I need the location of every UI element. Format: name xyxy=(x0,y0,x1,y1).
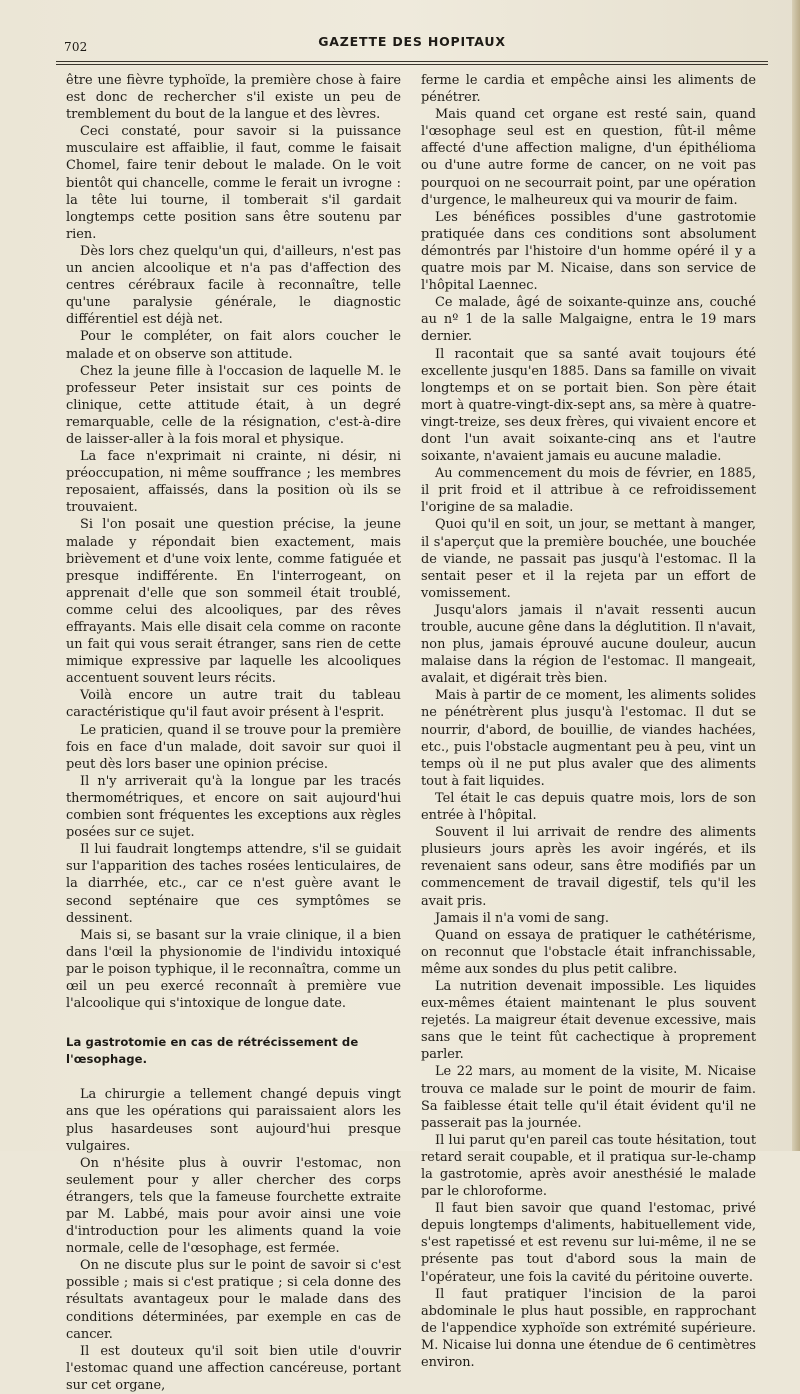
paragraph: La nutrition devenait impossible. Les liquides eux-mêmes étaient maintenant le plus souvent rejetés. La maigreur était devenue excessive, mais sans que le teint fût cachectique à proprement parler. xyxy=(421,978,756,1063)
paragraph: La face n'exprimait ni crainte, ni désir, ni préoccupation, ni même souffrance ; les membres reposaient, affaissés, dans la position où ils se trouvaient. xyxy=(66,449,401,516)
paragraph: Il lui parut qu'en pareil cas toute hésitation, tout retard serait coupable, et il pratiqua sur-le-champ la gastrotomie, après avoir anesthésié le malade par le chloroforme. xyxy=(421,1132,756,1200)
paragraph: Il racontait que sa santé avait toujours été excellente jusqu'en 1885. Dans sa famille on vivait longtemps et on se portait bien. Son père était mort à quatre-vingt-dix-sept ans, sa mère à quatre-vingt-treize, ses deux frères, qui vivaient encore et dont l'un avait soixante-cinq ans et l'autre soixante, n'avaient jamais eu aucune maladie. xyxy=(421,346,756,465)
paragraph: Souvent il lui arrivait de rendre des aliments plusieurs jours après les avoir ingérés, et ils revenaient sans odeur, sans être modifiés par un commencement de travail digestif, tels qu'il les avait pris. xyxy=(421,825,756,909)
paragraph: Il est douteux qu'il soit bien utile d'ouvrir l'estomac quand une affection cancéreuse, portant sur cet organe, xyxy=(66,1343,401,1393)
paragraph: ferme le cardia et empêche ainsi les aliments de pénétrer. xyxy=(421,73,756,106)
paragraph: Il lui faudrait longtemps attendre, s'il se guidait sur l'apparition des taches rosées lenticulaires, de la diarrhée, etc., car ce n'est guère avant le second septénaire que ces symptômes se dessinent. xyxy=(66,842,401,926)
paragraph: Mais si, se basant sur la vraie clinique, il a bien dans l'œil la physionomie de l'individu intoxiqué par le poison typhique, il le reconnaîtra, comme un œil un peu exercé reconnaît à première vue l'alcoolique qui s'intoxique de longue date. xyxy=(66,927,401,1012)
paragraph: Il faut pratiquer l'incision de la paroi abdominale le plus haut possible, en rapprochant de l'appendice xyphoïde son extrémité supérieure. M. Nicaise lui donna une étendue de 6 centimètres environ. xyxy=(421,1286,756,1371)
paragraph: Les bénéfices possibles d'une gastrotomie pratiquée dans ces conditions sont absolument démontrés par l'histoire d'un homme opéré il y a quatre mois par M. Nicaise, dans son service de l'hôpital Laennec. xyxy=(421,209,756,294)
paragraph: Quand on essaya de pratiquer le cathétérisme, on reconnut que l'obstacle était infranchissable, même aux sondes du plus petit calibre. xyxy=(421,927,756,977)
paragraph: Si l'on posait une question précise, la jeune malade y répondait bien exactement, mais brièvement et d'une voix lente, comme fatiguée et presque indifférente. En l'interrogeant, on apprenait d'elle que son sommeil était troublé, comme celui des alcooliques, par des rêves effrayants. Mais elle disait cela comme on raconte un fait qui vous serait étranger, sans rien de cette mimique expressive par laquelle les alcooliques accentuent souvent leurs récits. xyxy=(66,517,401,687)
paragraph: On ne discute plus sur le point de savoir si c'est possible ; mais si c'est pratique ; si cela donne des résultats avantageux pour le malade dans des conditions déterminées, par exemple en cas de cancer. xyxy=(66,1258,401,1342)
right-column xyxy=(421,72,756,1371)
header-rule-thick xyxy=(56,64,768,65)
paragraph: On n'hésite plus à ouvrir l'estomac, non seulement pour y aller chercher des corps étrangers, tels que la fameuse fourchette extraite par M. Labbé, mais pour avoir ainsi une voie d'introduction pour les aliments quand la voie normale, celle de l'œsophage, est fermée. xyxy=(66,1155,401,1257)
paragraph: Le praticien, quand il se trouve pour la première fois en face d'un malade, doit savoir sur quoi il peut dès lors baser une opinion précise. xyxy=(66,722,401,772)
header-rule-thin xyxy=(56,61,768,62)
paragraph: Dès lors chez quelqu'un qui, d'ailleurs, n'est pas un ancien alcoolique et n'a pas d'affection des centres cérébraux facile à reconnaître, telle qu'une paralysie générale, le diagnostic différentiel est déjà net. xyxy=(66,243,401,328)
paragraph: Ceci constaté, pour savoir si la puissance musculaire est affaiblie, il faut, comme le faisait Chomel, faire tenir debout le malade. On le voit bientôt qui chancelle, comme le ferait un ivrogne : la tête lui tourne, il tomberait s'il gardait longtemps cette position sans être soutenu par rien. xyxy=(66,124,401,242)
page-header xyxy=(56,30,768,60)
paragraph: Pour le compléter, on fait alors coucher le malade et on observe son attitude. xyxy=(66,329,401,362)
paragraph: La chirurgie a tellement changé depuis vingt ans que les opérations qui paraissaient alors les plus hasardeuses sont aujourd'hui presque vulgaires. xyxy=(66,1087,401,1154)
paragraph: Jusqu'alors jamais il n'avait ressenti aucun trouble, aucune gêne dans la déglutition. Il n'avait, non plus, jamais éprouvé aucune douleur, aucun malaise dans la région de l'estomac. Il mangeait, avalait, et digérait très bien. xyxy=(421,602,756,687)
page-number: 702 xyxy=(64,40,88,54)
paragraph: Il faut bien savoir que quand l'estomac, privé depuis longtemps d'aliments, habituellement vide, s'est rapetissé et est revenu sur lui-même, il ne se présente pas tout d'abord sous la main de l'opérateur, une fois la cavité du péritoine ouverte. xyxy=(421,1201,756,1285)
left-column xyxy=(66,72,401,1394)
paragraph: Ce malade, âgé de soixante-quinze ans, couché au nº 1 de la salle Malgaigne, entra le 19 mars dernier. xyxy=(421,295,756,345)
paragraph: Voilà encore un autre trait du tableau caractéristique qu'il faut avoir présent à l'esprit. xyxy=(66,688,401,721)
paragraph: Au commencement du mois de février, en 1885, il prit froid et il attribue à ce refroidissement l'origine de sa maladie. xyxy=(421,466,756,516)
paragraph: Quoi qu'il en soit, un jour, se mettant à manger, il s'aperçut que la première bouchée, une bouchée de viande, ne passait pas jusqu'à l'estomac. Il la sentait peser et il la rejeta par un effort de vomissement. xyxy=(421,517,756,601)
paragraph: Il n'y arriverait qu'à la longue par les tracés thermométriques, et encore on sait aujourd'hui combien sont fréquentes les exceptions aux règles posées sur ce sujet. xyxy=(66,773,401,841)
paragraph: Tel était le cas depuis quatre mois, lors de son entrée à l'hôpital. xyxy=(421,790,756,824)
paragraph: Mais quand cet organe est resté sain, quand l'œsophage seul est en question, fût-il même affecté d'une affection maligne, d'un épithélioma ou d'une autre forme de cancer, on ne voit pas pourquoi on ne secourrait point, par une opération d'urgence, le malheureux qui va mourir de faim. xyxy=(421,107,756,208)
paragraph: être une fièvre typhoïde, la première chose à faire est donc de rechercher s'il existe un peu de tremblement du bout de la langue et des lèvres. xyxy=(66,73,401,123)
paragraph: Mais à partir de ce moment, les aliments solides ne pénétrèrent plus jusqu'à l'estomac. Il dut se nourrir, d'abord, de bouillie, de viandes hachées, etc., puis l'obstacle augmentant peu à peu, vint un temps où il ne put plus avaler que des aliments tout à fait liquides. xyxy=(421,688,756,789)
section-heading: La gastrotomie en cas de rétrécissement de l'œsophage. xyxy=(66,1035,359,1067)
paragraph: Le 22 mars, au moment de la visite, M. Nicaise trouva ce malade sur le point de mourir de faim. Sa faiblesse était telle qu'il était évident qu'il ne passerait pas la journée. xyxy=(421,1064,756,1131)
paragraph: Chez la jeune fille à l'occasion de laquelle M. le professeur Peter insistait sur ces points de clinique, cette attitude était, à un degré remarquable, celle de la résignation, c'est-à-dire de laisser-aller à la fois moral et physique. xyxy=(66,363,401,447)
page-edge xyxy=(792,0,800,1151)
paragraph: Jamais il n'a vomi de sang. xyxy=(435,910,609,926)
running-title: GAZETTE DES HOPITAUX xyxy=(318,34,506,49)
